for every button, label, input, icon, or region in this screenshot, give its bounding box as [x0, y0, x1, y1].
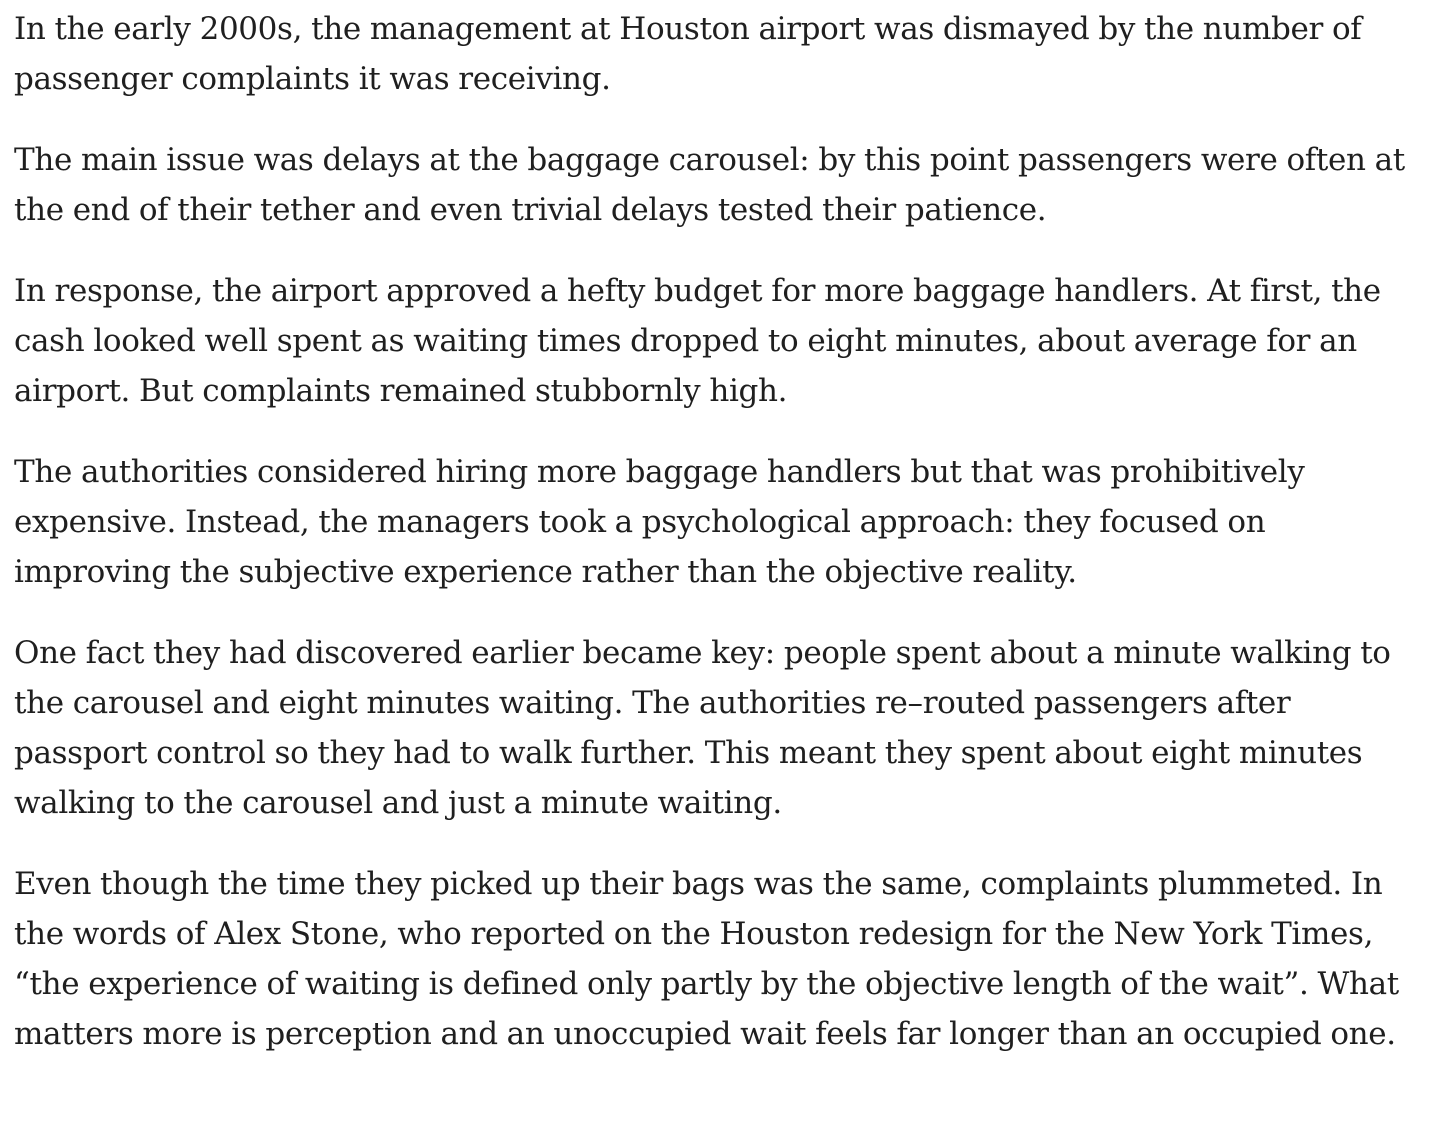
paragraph-4: The authorities considered hiring more baggage handlers but that was prohibitively expensive. Instead, the managers took a psychological approach: they focused on improving the subjective experience rather than the objective reality. — [14, 454, 1305, 590]
paragraph-3: In response, the airport approved a hefty budget for more baggage handlers. At first, the cash looked well spent as waiting times dropped to eight minutes, about average for an airport. But complaints remained stubbornly high. — [14, 273, 1381, 409]
paragraph-5: One fact they had discovered earlier became key: people spent about a minute walking to the carousel and eight minutes waiting. The authorities re–routed passengers after passport control so they had to walk further. This meant they spent about eight minutes walking to the carousel and just a minute waiting. — [14, 635, 1391, 821]
article-body — [14, 0, 1424, 1059]
paragraph-1: In the early 2000s, the management at Houston airport was dismayed by the number of passenger complaints it was receiving. — [14, 11, 1362, 97]
paragraph-6: Even though the time they picked up their bags was the same, complaints plummeted. In the words of Alex Stone, who reported on the Houston redesign for the New York Times, “the experience of waiting is defined only partly by the objective length of the wait”. What matters more is perception and an unoccupied wait feels far longer than an occupied one. — [14, 866, 1399, 1052]
paragraph-2: The main issue was delays at the baggage carousel: by this point passengers were often at the end of their tether and even trivial delays tested their patience. — [14, 142, 1405, 228]
